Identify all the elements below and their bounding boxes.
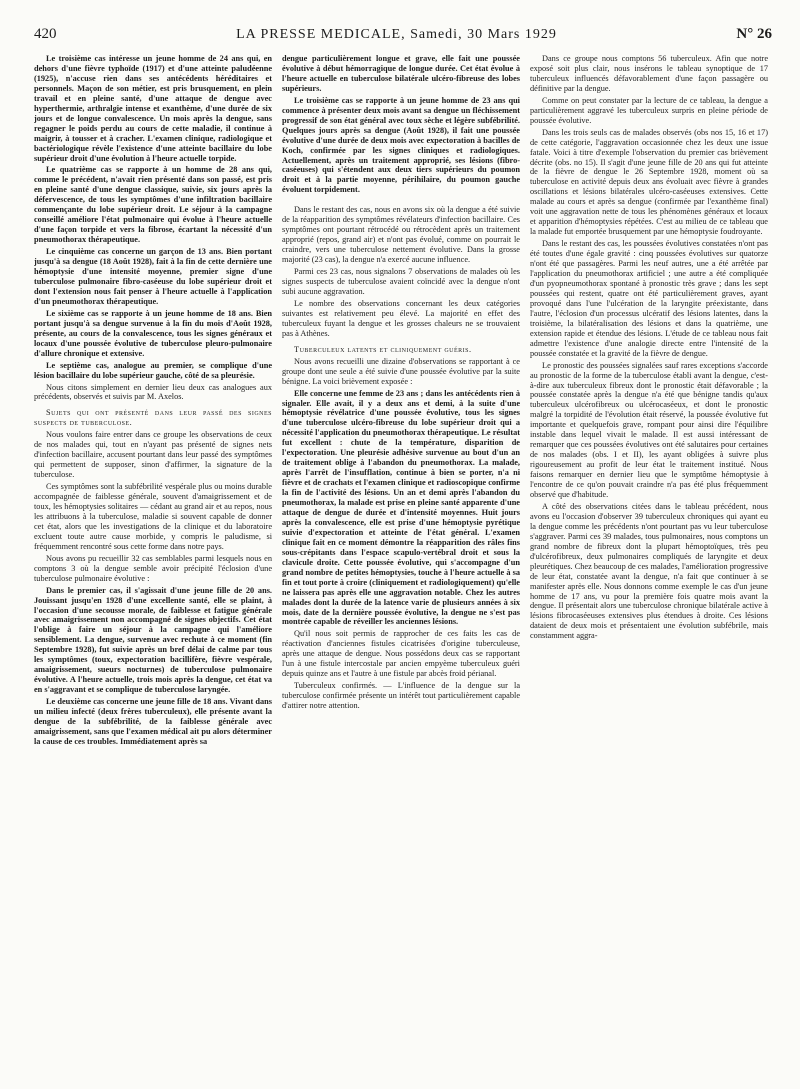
paragraph: Dans le restant des cas, nous en avons six où la dengue a été suivie de la réapparition des symptômes révélateurs d'infection bacillaire. Ces symptômes ont pourtant rétrocédé ou rétrocèdent après un traitement approprié (repos, grand air) et n'ont pas évolué, comme on pourrait le craindre, vers une tuberculose nettement évolutive. Dans la grosse majorité (23 cas), la dengue n'a exercé aucune influence. <box>282 205 520 265</box>
paragraph: Dans les trois seuls cas de malades observés (obs nos 15, 16 et 17) de cette catégorie, l'aggravation occasionnée chez les deux une issue fatale. Voici à titre d'exemple l'observation du premier cas brièvement décrite (obs. no 15). Il s'agit d'une jeune fille de 20 ans qui fut atteinte de la fièvre de dengue le 26 Septembre 1928, moment où sa tuberculose en activité depuis deux ans évoluait avec fièvre à grandes oscillations et lésions bilatérales ulcéro-caséeuses extensives. Cette malade au cours et après sa dengue (confirmée par l'exanthème final) voit une aggravation nette de tous les phénomènes généraux et locaux et apparition d'hémoptysies répétées. C'est au milieu de ce tableau que la malade fut emportée brusquement par une hémoptysie foudroyante. <box>530 127 768 237</box>
paragraph: Elle concerne une femme de 23 ans ; dans les antécédents rien à signaler. Elle avait, il y a deux ans et demi, à la suite d'une hémoptysie révélatrice d'une poussée évolutive, tous les signes d'une tuberculose ulcéro-fibreuse du lobe supérieur droit qui a nécessité l'application du pneumothorax thérapeutique. Le résultat fut excellent : chute de la température, disparition de l'expectoration. Une pleurésie adhésive survenue au bout d'un an de traitement oblige à l'abandon du pneumothorax. La malade, après l'arrêt de l'insufflation, continue à bien se porter, n'a ni fièvre et de crachats et l'examen clinique et radioscopique confirme la fin de l'activité des lésions. Un an et demi après l'abandon du pneumothorax, la malade est prise en pleine santé apparente d'une attaque de dengue de durée et d'intensité moyennes. Huit jours après la convalescence, elle est prise d'une hémoptysie pyrétique suivie d'expectoration et atteinte de l'état général. L'examen clinique fait en ce moment démontre la réapparition des râles fins sous-crépitants dans l'espace scapulo-vertébral droit et sous la clavicule droite. Cette poussée évolutive, qui s'accompagne d'un grand nombre de petites hémoptysies, touche à l'heure actuelle à sa fin et tout porte à croire (cliniquement et radiologiquement) qu'elle ne laissera pas après elle une aggravation notable. Chez les autres malades dont la durée de la latence varie de plusieurs années à six mois, date de la dernière poussée évolutive, la dengue ne s'est pas montrée capable de réveiller les anciennes lésions. <box>282 388 520 627</box>
paragraph: Ces symptômes sont la subfébrilité vespérale plus ou moins durable accompagnée de faiblesse générale, souvent d'amaigrissement et de toux, les hémoptysies solitaires — cédant au grand air et au repos, nous les attribuons à la tuberculose, maladie si souvent capable de donner cet état, alors que les investigations de la clinique et du laboratoire excluent toute autre cause morbide, y compris le paludisme, si fréquemment rencontré sous cette forme dans notre pays. <box>34 482 272 551</box>
paragraph: Le quatrième cas se rapporte à un homme de 28 ans qui, comme le précédent, n'avait rien présenté dans son passé, est pris en pleine santé d'une dengue classique, suivie, six jours après la défervescence, de tous les symptômes d'une infiltration bacillaire commençante du lobe supérieur droit. Le séjour à la campagne conseillé améliore l'état pulmonaire qui évolue à l'heure actuelle d'une façon torpide et vers la fibrose, écartant la nécessité d'un pneumothorax thérapeutique. <box>34 165 272 245</box>
paragraph: Parmi ces 23 cas, nous signalons 7 observations de malades où les signes suspects de tuberculose avaient coïncidé avec la dengue n'ont subi aucune aggravation. <box>282 267 520 296</box>
page-header <box>34 26 772 48</box>
journal-title: LA PRESSE MEDICALE, Samedi, 30 Mars 1929 <box>236 27 557 42</box>
paragraph: Dans ce groupe nous comptons 56 tuberculeux. Afin que notre exposé soit plus clair, nous insérons le tableau synoptique de 17 tuberculeux influencés défavorablement d'une façon passagère ou définitive par la dengue. <box>530 54 768 93</box>
paragraph: Nous avons recueilli une dizaine d'observations se rapportant à ce groupe dont une seule a été suivie d'une poussée évolutive par la suite bénigne. La voici brièvement exposée : <box>282 356 520 386</box>
paragraph: A côté des observations citées dans le tableau précédent, nous avons eu l'occasion d'observer 39 tuberculeux chroniques qui ayant eu la dengue comme les précédents n'ont pourtant pas vu leur tuberculose s'aggraver. Parmi ces 39 malades, tous pulmonaires, nous comptons un grand nombre de fibreux dont la plupart hémoptoïques, très peu d'ulcérofibreux, deux pulmonaires compliqués de laryngite et deux pleurétiques. Chez beaucoup de ces malades, l'amélioration progressive de leur état, constatée avant la dengue, n'a fait que continuer à se manifester après elle. Nous donnons comme exemple le cas d'un jeune homme de 17 ans, vu pour la première fois quatre mois avant la dengue. Il présentait alors une tuberculose chronique bilatérale active à lésions fibrocaséeuses extensives plus étendues à droite. Ces lésions dataient de deux mois et présentaient une évolution subfébrile, mais constamment aggra- <box>530 501 768 641</box>
paragraph: Qu'il nous soit permis de rapprocher de ces faits les cas de réactivation d'anciennes fistules cicatrisées d'origine tuberculeuse, après une attaque de dengue. Nous possédons deux cas se rapportant l'un à une fistule intercostale par ancien empyème tuberculeux guéri depuis quinze ans et l'autre à une fistule par abcès froid périanal. <box>282 629 520 679</box>
column-1 <box>34 54 272 1089</box>
paragraph: Le troisième cas intéresse un jeune homme de 24 ans qui, en dehors d'une fièvre typhoïde (1917) et d'une atteinte paludéenne (1925), n'accuse rien dans ses antécédents héréditaires et personnels. Maçon de son métier, est pris brusquement, en plein travail et en pleine santé, d'une attaque de dengue avec hyperthermie, arthralgie intense et exanthème, d'une durée de six jours et de longue convalescence. Un mois après la dengue, sans regagner le poids perdu au cours de cette maladie, il continue à maigrir, à tousser et à cracher. L'examen clinique, radiologique et bactériologique révèle l'existence d'une atteinte bacillaire du lobe supérieur droit d'une évolution à l'heure actuelle torpide. <box>34 54 272 163</box>
paragraph: Nous voulons faire entrer dans ce groupe les observations de ceux de nos malades qui, tout en n'ayant pas présenté de signes nets d'infection bacillaire, accusent pourtant dans leur passé des symptômes qui permettent de supposer, sinon d'affirmer, la signature de la tuberculose. <box>34 430 272 480</box>
paragraph: Le septième cas, analogue au premier, se complique d'une lésion bacillaire du lobe supérieur gauche, côté de sa pleurésie. <box>34 360 272 380</box>
column-2 <box>282 54 520 1089</box>
paragraph: Comme on peut constater par la lecture de ce tableau, la dengue a particulièrement aggravé les tuberculeux surpris en pleine période de poussée évolutive. <box>530 95 768 125</box>
column-3 <box>530 54 768 1089</box>
issue-number: N° 26 <box>736 26 772 42</box>
paragraph: Le nombre des observations concernant les deux catégories suivantes est relativement peu élevé. La majorité en effet des tuberculeux fuyant la dengue et les grosses chaleurs ne se trouvaient pas à Athènes. <box>282 298 520 338</box>
paragraph: Le pronostic des poussées signalées sauf rares exceptions s'accorde au pronostic de la forme de la tuberculose établi avant la dengue, c'est-à-dire aux tuberculeux fibreux dont le pronostic était défavorable ; la poussée constatée après la dengue n'a été que bénigne tandis qu'aux tuberculeux ulcérofibreux ou ulcérocaséeux, et dont le pronostic malgré la torpidité de l'évolution était réservé, la poussée évolutive fut importante et quelquefois grave, rompant pour ainsi dire l'équilibre instable dans lequel vivait le malade. Il est aussi intéressant de remarquer que ces poussées évolutives ont été salutaires pour certaines de nos malades (obs. I et II), les ayant obligées à suivre plus rigoureusement au profit de leur état le traitement institué. Nous faisons remarquer en dernier lieu que le symptôme hémoptysie à l'encontre de ce qu'on pouvait craindre n'a pas été plus fréquemment observé que d'habitude. <box>530 360 768 499</box>
section-gap <box>282 197 520 205</box>
paragraph: Le cinquième cas concerne un garçon de 13 ans. Bien portant jusqu'à sa dengue (18 Août 1928), fait à la fin de cette dernière une hémoptysie d'une intensité moyenne, premier signe d'une tuberculose pulmonaire fibro-caséeuse du lobe supérieur droit et dont l'extension nous fait penser à l'heure actuelle à l'application d'un pneumothorax thérapeutique. <box>34 247 272 306</box>
section-heading: Sujets qui ont présenté dans leur passé des signes suspects de tuberculose. <box>34 408 272 428</box>
paragraph: Dans le restant des cas, les poussées évolutives constatées n'ont pas été toutes d'une égale gravité : cinq poussées évolutives sur quatorze n'ont été que passagères. Parmi les neuf autres, une a été arrêtée par l'application du pneumothorax artificiel ; une autre a été compliquée d'un pyopneumothorax spontané à pronostic très grave ; dans les sept poussées qui restent, quatre ont été particulièrement graves, ayant provoqué dans l'une l'ulcération de la laryngite préexistante, dans l'autre, l'éclosion d'un processus ulcératif des lésions latentes, dans la troisième, la bilatéralisation des lésions et dans la quatrième, une extension rapide et étendue des lésions. L'étude de ce tableau nous fait admettre l'existence d'une analogie directe entre l'intensité de la poussée constatée et la gravité de la fièvre de dengue. <box>530 239 768 358</box>
page-number: 420 <box>34 26 57 42</box>
paragraph: Nous avons pu recueillir 32 cas semblables parmi lesquels nous en comptons 3 où la dengue semble avoir précipité l'éclosion d'une tuberculose pulmonaire évolutive : <box>34 553 272 583</box>
section-heading: Tuberculeux latents et cliniquement guéris. <box>294 344 472 354</box>
paragraph: Dans le premier cas, il s'agissait d'une jeune fille de 20 ans. Jouissant jusqu'en 1928 d'une excellente santé, elle se plaint, à l'occasion d'une secousse morale, de faiblesse et fatigue générale avec amaigrissement non accompagné de signes objectifs. Cet état l'oblige à faire un séjour à la campagne qui l'améliore sensiblement. La dengue, survenue avec rechute à ce moment (fin Septembre 1928), fut suivie après un bref délai de calme par tous les symptômes (toux, expectoration bacillifère, fièvre vespérale, amaigrissement, sueurs nocturnes) de tuberculose pulmonaire évolutive. A l'heure actuelle, trois mois après la dengue, cet état va en s'aggravant et se complique de tuberculose laryngée. <box>34 585 272 695</box>
paragraph: Nous citons simplement en dernier lieu deux cas analogues aux précédents, observés et suivis par M. Axelos. <box>34 382 272 402</box>
paragraph: Tuberculeux confirmés. — L'influence de la dengue sur la tuberculose confirmée présente un intérêt tout particulièrement capable d'attirer notre attention. <box>282 681 520 711</box>
paragraph: dengue particulièrement longue et grave, elle fait une poussée évolutive à début hémorragique de longue durée. Cet état évolue à l'heure actuelle en tuberculose bilatérale ulcéro-fibreuse des lobes supérieurs. <box>282 54 520 93</box>
paragraph: Le sixième cas se rapporte à un jeune homme de 18 ans. Bien portant jusqu'à sa dengue survenue à la fin du mois d'Août 1928, présente, au cours de la convalescence, tous les signes généraux et locaux d'une poussée évolutive de tuberculose pleuro-pulmonaire d'allure chronique et extensive. <box>34 308 272 358</box>
paragraph: Le deuxième cas concerne une jeune fille de 18 ans. Vivant dans un milieu infecté (deux frères tuberculeux), elle présente avant la dengue de la subfébrilité, de la faiblesse générale avec amaigrissement, sans que l'examen médical ait pu alors déterminer la cause de ces troubles. Immédiatement après sa <box>34 697 272 746</box>
article-columns <box>34 54 772 1089</box>
paragraph: Le troisième cas se rapporte à un jeune homme de 23 ans qui commence à présenter deux mois avant sa dengue un fléchissement progressif de son état général avec toux sèche et légère subfébrilité. Quelques jours après sa dengue (Août 1928), il fait une poussée évolutive d'une durée de deux mois avec expectoration à bacilles de Koch, confirmée par les signes cliniques et radiologiques. Actuellement, après un traitement approprié, ses lésions (fibro-caséeuses) qui s'étendent aux deux tiers supérieurs du poumon droit et à la partie moyenne, périhilaire, du poumon gauche évoluent torpidement. <box>282 95 520 195</box>
